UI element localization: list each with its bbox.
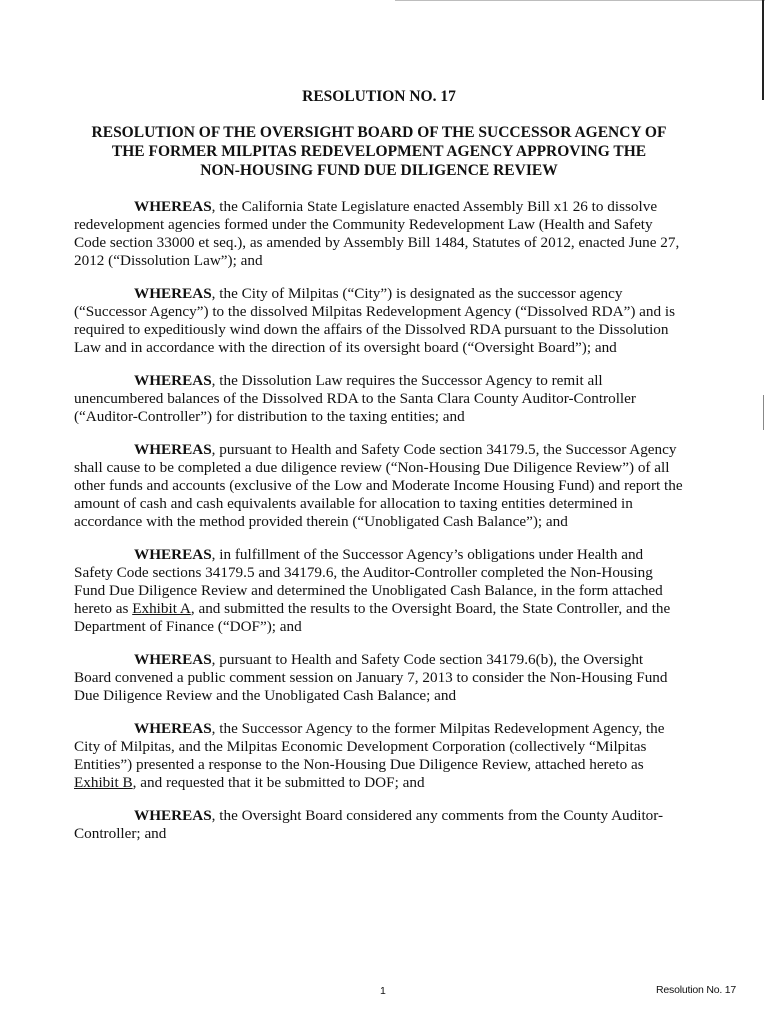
heading-line: NON-HOUSING FUND DUE DILIGENCE REVIEW [200,162,558,179]
paragraph-text: , and submitted the results to the Oversight Board, the State Controller, and the Department of Finance (“DOF”); and [74,600,671,635]
whereas-paragraph [74,651,684,705]
document-page [74,88,684,858]
whereas-label: WHEREAS [134,372,212,389]
paragraph-text: , the Oversight Board considered any comments from the County Auditor-Controller; and [74,807,664,842]
paragraph-text: , the California State Legislature enacted Assembly Bill x1 26 to dissolve redevelopment agencies formed under the Community Redevelopment Law (Health and Safety Code section 33000 et seq.), as amended by Assembly Bill 1484, Statutes of 2012, enacted June 27, 2012 (“Dissolution Law”); and [74,198,680,269]
whereas-paragraph [74,372,684,426]
heading-line: THE FORMER MILPITAS REDEVELOPMENT AGENCY APPROVING THE [111,143,647,160]
paragraph-text: , and requested that it be submitted to DOF; and [132,774,425,791]
paragraph-text: , the Successor Agency to the former Milpitas Redevelopment Agency, the City of Milpitas, and the Milpitas Economic Development Corporation (collectively “Milpitas Entities”) presented a response to the Non-Housing Due Diligence Review, attached hereto as [74,720,665,773]
resolution-title: RESOLUTION NO. 17 [302,88,456,105]
exhibit-a-reference: Exhibit A [132,600,191,617]
paragraph-text: , pursuant to Health and Safety Code section 34179.5, the Successor Agency shall cause to be completed a due diligence review (“Non-Housing Due Diligence Review”) of all other funds and accounts (exclusive of the Low and Moderate Income Housing Fund) and report the amount of cash and cash equivalents available for allocation to taxing entities determined in accordance with the method provided therein (“Unobligated Cash Balance”); and [74,441,683,530]
exhibit-b-reference: Exhibit B [74,774,133,791]
paragraph-text: , pursuant to Health and Safety Code section 34179.6(b), the Oversight Board convened a public comment session on January 7, 2013 to consider the Non-Housing Fund Due Diligence Review and the Unobligated Cash Balance; and [74,651,668,704]
whereas-paragraph [74,285,684,357]
whereas-paragraph [74,807,684,843]
scan-edge-top [395,0,765,1]
whereas-label: WHEREAS [134,441,212,458]
whereas-paragraph [74,198,684,270]
whereas-label: WHEREAS [134,285,212,302]
whereas-paragraph [74,546,684,636]
whereas-label: WHEREAS [134,198,212,215]
whereas-label: WHEREAS [134,651,212,668]
scan-edge-mark [763,395,764,430]
whereas-label: WHEREAS [134,807,212,824]
whereas-paragraph [74,441,684,531]
whereas-label: WHEREAS [134,720,212,737]
paragraph-text: , in fulfillment of the Successor Agency’s obligations under Health and Safety Code sections 34179.5 and 34179.6, the Auditor-Controller completed the Non-Housing Fund Due Diligence Review and determined the Unobligated Cash Balance, in the form attached hereto as [74,546,663,617]
paragraph-text: , the Dissolution Law requires the Successor Agency to remit all unencumbered balances of the Dissolved RDA to the Santa Clara County Auditor-Controller (“Auditor-Controller”) for distribution to the taxing entities; and [74,372,636,425]
heading-line: RESOLUTION OF THE OVERSIGHT BOARD OF THE SUCCESSOR AGENCY OF [91,124,667,141]
page-number: 1 [380,985,386,997]
scan-edge-right [762,0,764,100]
paragraph-text: , the City of Milpitas (“City”) is designated as the successor agency (“Successor Agency”) to the dissolved Milpitas Redevelopment Agency (“Dissolved RDA”) and is required to expeditiously wind down the affairs of the Dissolved RDA pursuant to the Dissolution Law and in accordance with the direction of its oversight board (“Oversight Board”); and [74,285,676,356]
resolution-heading [74,123,684,180]
footer-label: Resolution No. 17 [656,984,737,996]
whereas-label: WHEREAS [134,546,212,563]
whereas-paragraph [74,720,684,792]
